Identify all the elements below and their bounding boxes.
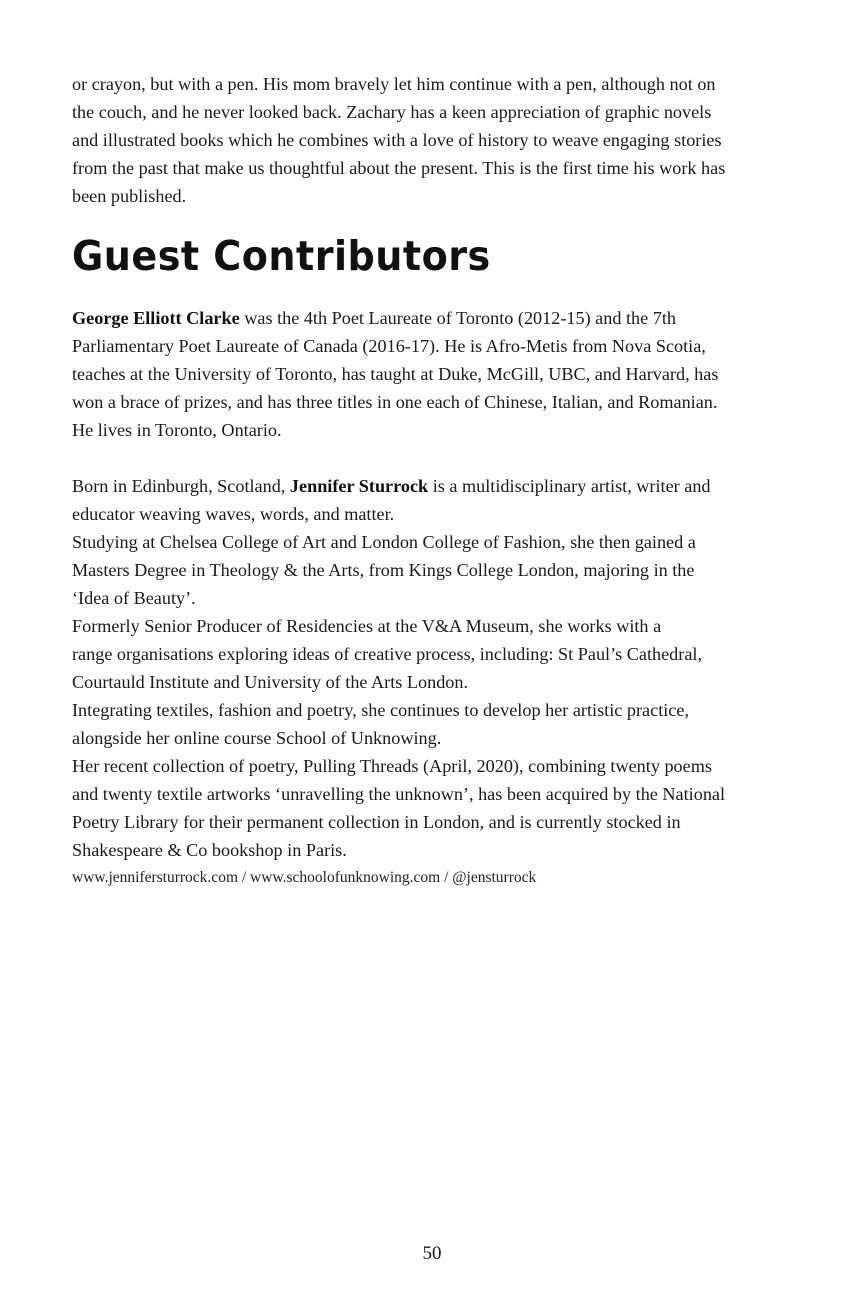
bio-line: Poetry Library for their permanent collection in London, and is currently stocked in — [72, 812, 681, 832]
bio-line: Masters Degree in Theology & the Arts, from Kings College London, majoring in the — [72, 560, 695, 580]
intro-line: the couch, and he never looked back. Zachary has a keen appreciation of graphic novels — [72, 102, 712, 122]
contributor-name: George Elliott Clarke — [72, 308, 240, 328]
intro-line: and illustrated books which he combines with a love of history to weave engaging stories — [72, 130, 722, 150]
bio-line: ‘Idea of Beauty’. — [72, 588, 196, 608]
clarke-bio — [72, 304, 812, 444]
bio-line: Studying at Chelsea College of Art and London College of Fashion, she then gained a — [72, 532, 696, 552]
bio-line: and twenty textile artworks ‘unravelling the unknown’, has been acquired by the National — [72, 784, 726, 804]
bio-line: Her recent collection of poetry, Pulling Threads (April, 2020), combining twenty poems — [72, 756, 712, 776]
intro-paragraph — [72, 70, 812, 210]
bio-line: Born in Edinburgh, Scotland, — [72, 476, 290, 496]
contributor-name: Jennifer Sturrock — [289, 476, 429, 496]
bio-line: range organisations exploring ideas of creative process, including: St Paul’s Cathedral, — [72, 644, 703, 664]
bio-line: won a brace of prizes, and has three titles in one each of Chinese, Italian, and Romanian. — [72, 392, 718, 412]
bio-line: Shakespeare & Co bookshop in Paris. — [72, 840, 347, 860]
bio-line: Parliamentary Poet Laureate of Canada (2016-17). He is Afro-Metis from Nova Scotia, — [72, 336, 706, 356]
bio-line: alongside her online course School of Unknowing. — [72, 728, 442, 748]
intro-line: or crayon, but with a pen. His mom bravely let him continue with a pen, although not on — [72, 74, 716, 94]
bio-line: Courtauld Institute and University of the Arts London. — [72, 672, 469, 692]
page-number: 50 — [422, 1243, 442, 1264]
intro-line: been published. — [72, 186, 187, 206]
bio-line: educator weaving waves, words, and matter. — [72, 504, 395, 524]
sturrock-bio — [72, 472, 812, 864]
bio-line: He lives in Toronto, Ontario. — [72, 420, 282, 440]
intro-line: from the past that make us thoughtful about the present. This is the first time his work has — [72, 158, 726, 178]
bio-line: Integrating textiles, fashion and poetry, she continues to develop her artistic practice, — [72, 700, 689, 720]
bio-line: was the 4th Poet Laureate of Toronto (2012-15) and the 7th — [239, 308, 676, 328]
bio-line: is a multidisciplinary artist, writer and — [428, 476, 711, 496]
bio-line: teaches at the University of Toronto, has taught at Duke, McGill, UBC, and Harvard, has — [72, 364, 719, 384]
bio-line: Formerly Senior Producer of Residencies at the V&A Museum, she works with a — [72, 616, 662, 636]
section-heading: Guest Contributors — [72, 232, 491, 280]
contributor-links: www.jennifersturrock.com / www.schoolofunknowing.com / @jensturrock — [72, 869, 537, 886]
